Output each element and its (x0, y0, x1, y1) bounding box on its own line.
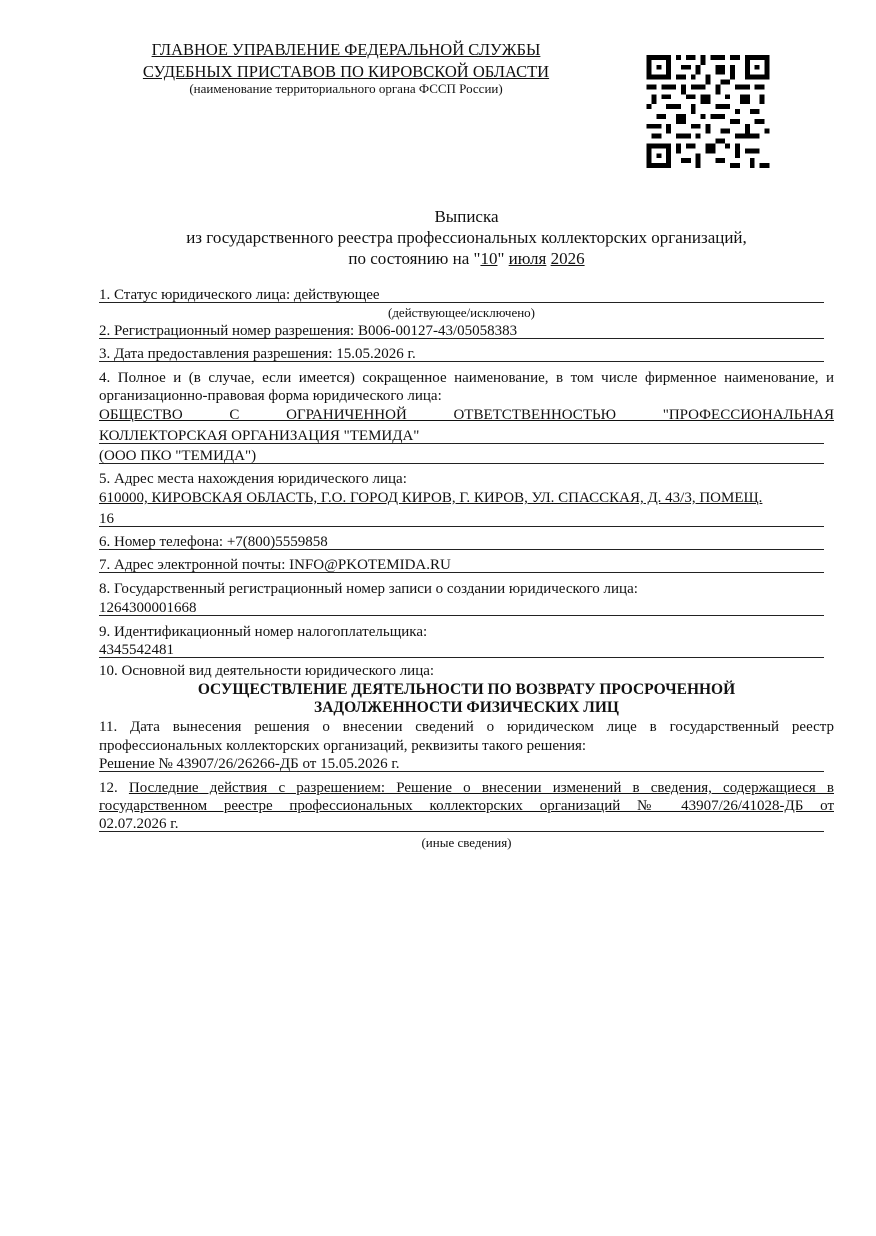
field-12-line1 (99, 779, 834, 798)
field-12-text-line1: Последние действия с разрешением: Решение о внесении изменений в сведения, содержащиеся в (128, 780, 835, 796)
agency-name-line1: ГЛАВНОЕ УПРАВЛЕНИЕ ФЕДЕРАЛЬНОЙ СЛУЖБЫ (151, 40, 541, 59)
field-10-value-line2: ЗАДОЛЖЕННОСТИ ФИЗИЧЕСКИХ ЛИЦ (314, 699, 619, 716)
field-10-value (99, 681, 834, 717)
field-4-value-line2: КОЛЛЕКТОРСКАЯ ОРГАНИЗАЦИЯ "ТЕМИДА" (99, 428, 420, 444)
field-1-caption: (действующее/исключено) (387, 305, 536, 320)
title-month: июля (508, 249, 547, 268)
title-prefix: по состоянию на " (348, 249, 481, 268)
field-1-value: действующее (293, 287, 380, 303)
field-11-value: Решение № 43907/26/26266-ДБ от 15.05.2026 г. (99, 756, 400, 772)
field-8-label: 8. Государственный регистрационный номер записи о создании юридического лица: (99, 581, 638, 597)
field-7-value: INFO@PKOTEMIDA.RU (285, 557, 451, 573)
field-5-value-line1: 610000, КИРОВСКАЯ ОБЛАСТЬ, Г.О. ГОРОД КИРОВ, Г. КИРОВ, УЛ. СПАССКАЯ, Д. 43/3, ПОМЕЩ. (99, 490, 763, 506)
field-6-label: 6. Номер телефона: (99, 534, 224, 550)
field-10-label: 10. Основной вид деятельности юридического лица: (99, 663, 435, 679)
field-11-label-line2: профессиональных коллекторских организаций, реквизиты такого решения: (99, 738, 587, 754)
field-10-value-line1: ОСУЩЕСТВЛЕНИЕ ДЕЯТЕЛЬНОСТИ ПО ВОЗВРАТУ ПРОСРОЧЕННОЙ (197, 681, 736, 698)
field-5-label: 5. Адрес места нахождения юридического лица: (99, 471, 407, 487)
qr-code-icon (646, 55, 770, 168)
field-4-value-line3: (ООО ПКО "ТЕМИДА") (99, 448, 257, 464)
agency-name-line2: СУДЕБНЫХ ПРИСТАВОВ ПО КИРОВСКОЙ ОБЛАСТИ (142, 62, 550, 81)
field-3-label: 3. Дата предоставления разрешения: (99, 346, 337, 362)
field-9-value: 4345542481 (99, 642, 174, 658)
field-11-label-line1: 11. Дата вынесения решения о внесении сведений о юридическом лице в государственный реестр (99, 719, 834, 735)
field-4-label-line2: организационно-правовая форма юридического лица: (99, 388, 442, 404)
field-3-value: 15.05.2026 г. (336, 346, 416, 362)
field-1-label: 1. Статус юридического лица: (99, 287, 294, 303)
field-12-text-line2: государственном реестре профессиональных коллекторских организаций № 43907/26/41028-ДБ от (99, 798, 834, 814)
field-8-value: 1264300001668 (99, 600, 197, 616)
field-6-value: +7(800)5559858 (223, 534, 328, 550)
field-4-label-line1: 4. Полное и (в случае, если имеется) сокращенное наименование, в том числе фирменное наименование, и (99, 370, 834, 386)
field-9-label: 9. Идентификационный номер налогоплательщика: (99, 624, 428, 640)
title-line2: из государственного реестра профессиональных коллекторских организаций, (186, 228, 747, 247)
title-line3 (99, 248, 834, 269)
field-7-label: 7. Адрес электронной почты: (99, 557, 286, 573)
title-quote: " (497, 249, 505, 268)
field-5-value-line2: 16 (99, 511, 114, 527)
field-12-text-line3: 02.07.2026 г. (99, 816, 179, 832)
title-line1: Выписка (434, 207, 499, 226)
field-4-value-line1: ОБЩЕСТВО С ОГРАНИЧЕННОЙ ОТВЕТСТВЕННОСТЬЮ "ПРОФЕССИОНАЛЬНАЯ (99, 407, 834, 423)
title-year: 2026 (550, 249, 585, 268)
field-2-value: В006-00127-43/05058383 (354, 323, 518, 339)
agency-caption: (наименование территориального органа ФССП России) (189, 81, 503, 96)
title-day: 10 (480, 249, 498, 268)
field-12-prefix: 12. (99, 780, 129, 796)
field-12-caption: (иные сведения) (421, 835, 512, 850)
document-title (99, 206, 834, 269)
agency-header (99, 39, 593, 83)
field-2-label: 2. Регистрационный номер разрешения: (99, 323, 355, 339)
